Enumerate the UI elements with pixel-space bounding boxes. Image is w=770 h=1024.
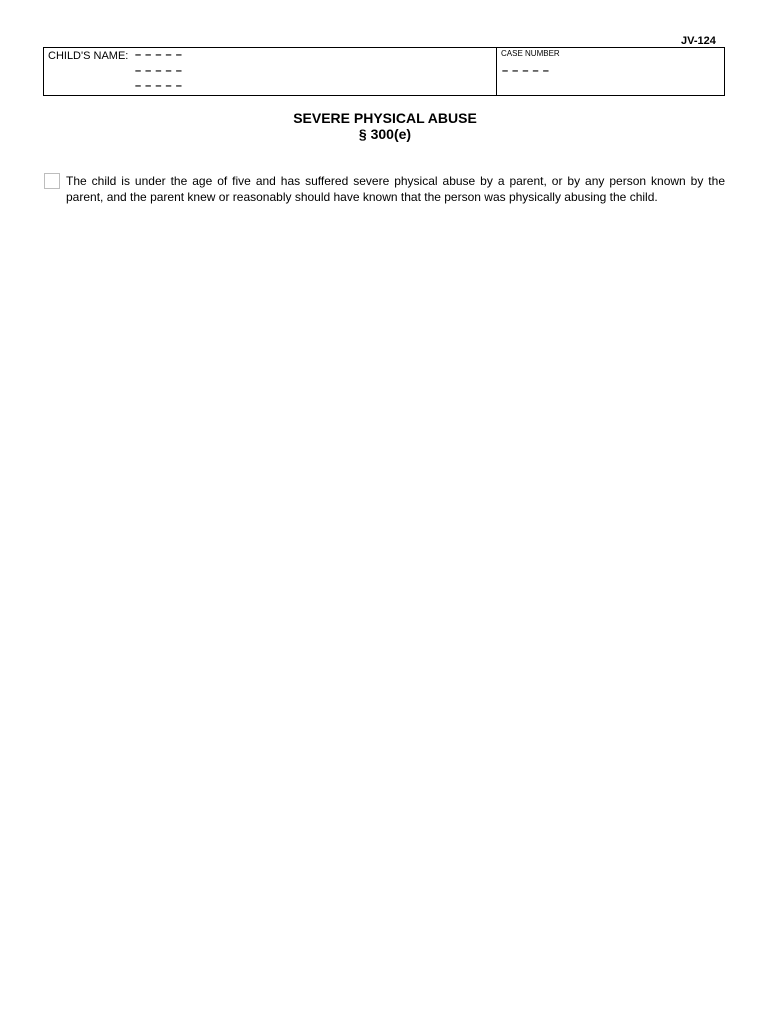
form-title: SEVERE PHYSICAL ABUSE: [293, 110, 477, 126]
severe-abuse-statement: The child is under the age of five and has suffered severe physical abuse by a parent, or by any person known by the parent, and the parent knew or reasonably should have known that the person was physically abusing the child.: [66, 174, 725, 204]
case-number-field[interactable]: – – – – –: [502, 65, 550, 77]
childs-name-line-2[interactable]: – – – – –: [135, 65, 183, 77]
caption-divider: [496, 48, 497, 95]
severe-abuse-checkbox[interactable]: [44, 173, 60, 189]
childs-name-line-3[interactable]: – – – – –: [135, 80, 183, 92]
childs-name-line-1[interactable]: – – – – –: [135, 49, 183, 61]
form-subtitle: § 300(e): [358, 126, 412, 142]
form-number: JV-124: [681, 35, 716, 47]
childs-name-label: CHILD'S NAME:: [48, 50, 129, 62]
caption-box: [43, 47, 725, 96]
case-number-label: CASE NUMBER: [501, 49, 560, 58]
